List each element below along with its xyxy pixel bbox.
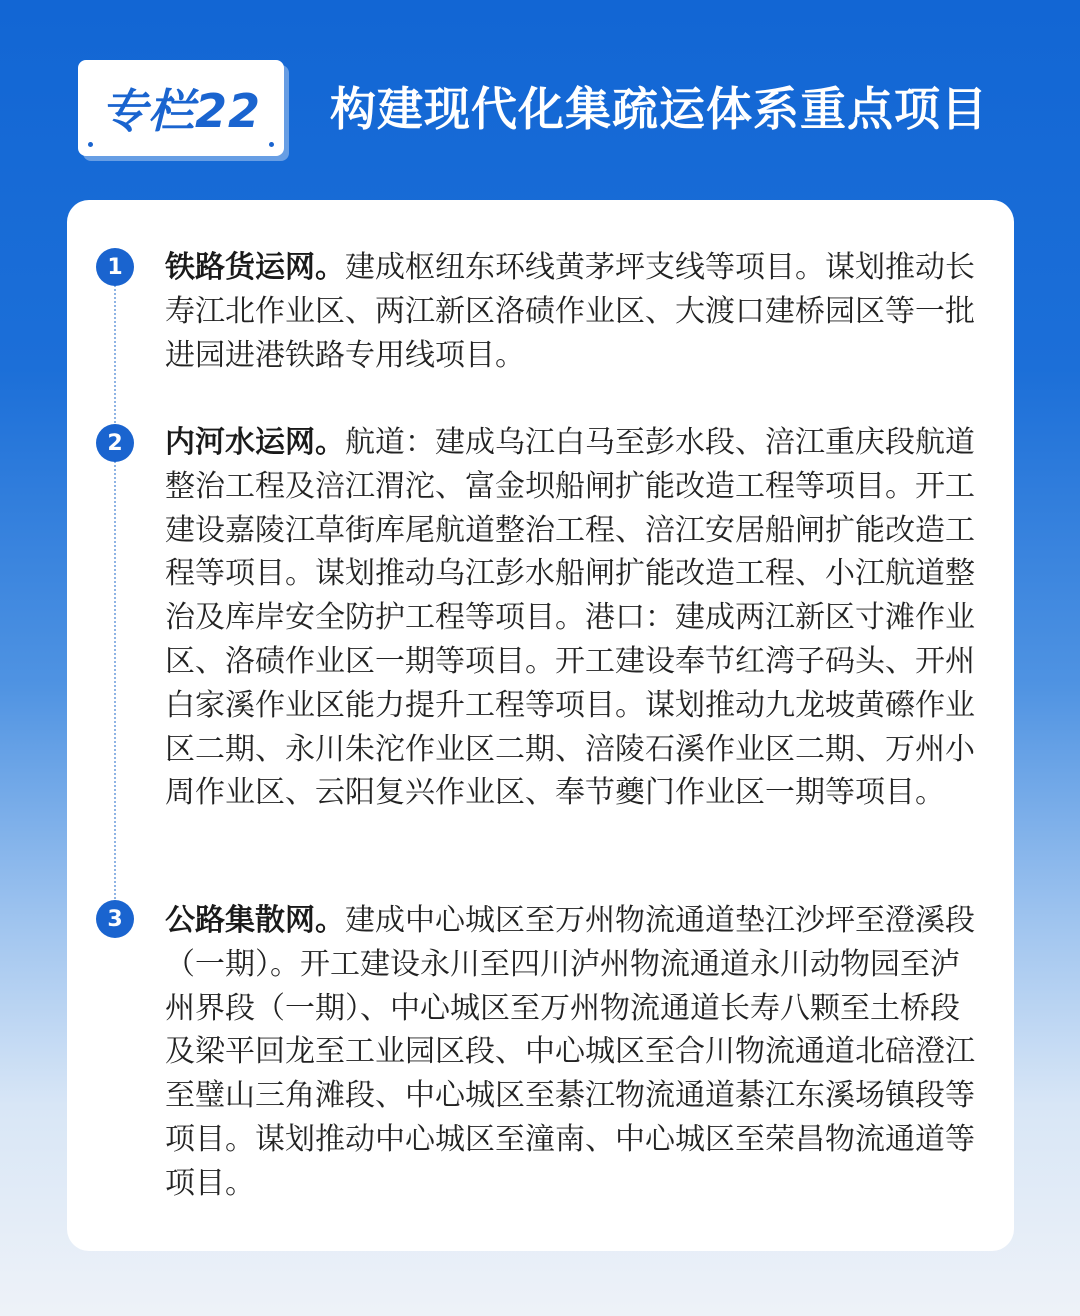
- item-number-1: 1: [96, 248, 134, 286]
- item-number-2: 2: [96, 424, 134, 462]
- item-lead-3: 公路集散网。: [165, 903, 345, 938]
- badge-dot-left: [88, 142, 93, 147]
- item-lead-2: 内河水运网。: [165, 425, 345, 460]
- item-body-2: 航道：建成乌江白马至彭水段、涪江重庆段航道整治工程及涪江渭沱、富金坝船闸扩能改造工程等项目。开工建设嘉陵江草街库尾航道整治工程、涪江安居船闸扩能改造工程等项目。谋划推动乌江彭水船闸扩能改造工程、小江航道整治及库岸安全防护工程等项目。港口：建成两江新区寸滩作业区、洛碛作业区一期等项目。开工建设奉节红湾子码头、开州白家溪作业区能力提升工程等项目。谋划推动九龙坡黄礤作业区二期、永川朱沱作业区二期、涪陵石溪作业区二期、万州小周作业区、云阳复兴作业区、奉节夔门作业区一期等项目。: [165, 425, 975, 811]
- item-body-3: 建成中心城区至万州物流通道垫江沙坪至澄溪段（一期）。开工建设永川至四川泸州物流通道永川动物园至泸州界段（一期）、中心城区至万州物流通道长寿八颗至土桥段及梁平回龙至工业园区段、中心城区至合川物流通道北碚澄江至璧山三角滩段、中心城区至綦江物流通道綦江东溪场镇段等项目。谋划推动中心城区至潼南、中心城区至荣昌物流通道等项目。: [165, 903, 975, 1201]
- page-title: 构建现代化集疏运体系重点项目: [330, 82, 988, 136]
- badge-dot-right: [269, 142, 274, 147]
- column-badge: [78, 60, 284, 156]
- column-badge-label: 专栏22: [100, 84, 261, 138]
- item-lead-1: 铁路货运网。: [165, 250, 345, 285]
- item-body-1: 建成枢纽东环线黄茅坪支线等项目。谋划推动长寿江北作业区、两江新区洛碛作业区、大渡口建桥园区等一批进园进港铁路专用线项目。: [165, 250, 975, 373]
- item-text-3: [165, 899, 975, 1206]
- item-text-1: [165, 246, 975, 377]
- timeline-connector: [114, 285, 116, 915]
- item-text-2: [165, 421, 975, 815]
- item-number-3: 3: [96, 900, 134, 938]
